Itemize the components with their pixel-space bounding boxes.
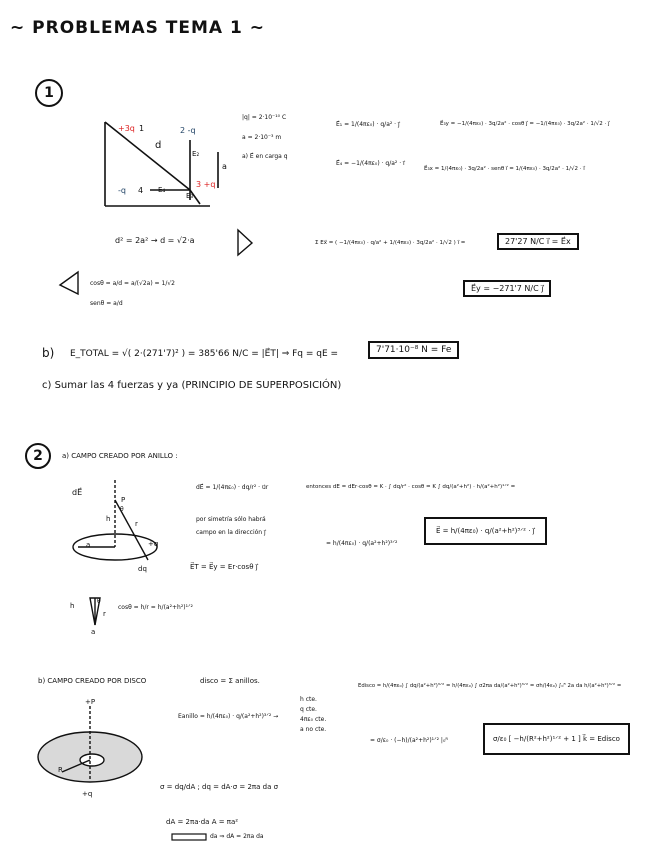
ring-p-label: P bbox=[121, 496, 126, 504]
result-ex-box bbox=[497, 233, 579, 250]
problem-1-number-text: 1 bbox=[44, 85, 54, 101]
const-q: q cte. bbox=[300, 706, 317, 713]
eq-da: dA = 2πa·da A = πa² bbox=[166, 818, 239, 826]
const-a: a no cte. bbox=[300, 726, 327, 733]
disc-field-box bbox=[483, 723, 630, 755]
problem-2-number bbox=[25, 443, 51, 469]
result-ey-box bbox=[463, 280, 551, 297]
eq-cos-ring: cosθ = h/r = h/(a²+h²)¹ᐟ² bbox=[118, 604, 193, 611]
data-question-a: a) E⃗ en carga q bbox=[242, 153, 288, 160]
ring-field-result: E⃗ = h/(4πε₀) · q/(a²+h²)³ᐟ² · j⃗ bbox=[436, 527, 535, 535]
tri-h-label: h bbox=[70, 602, 75, 610]
disc-q-label: +q bbox=[82, 790, 93, 798]
charge-1-index: 1 bbox=[139, 124, 145, 133]
page-title: ~ PROBLEMAS TEMA 1 ~ bbox=[10, 18, 265, 38]
ring-de-label: dE⃗ bbox=[72, 488, 83, 497]
eq-da-2: da ⇒ dA = 2πa da bbox=[210, 833, 264, 840]
disc-field-result: σ/ε₀ [ −h/(R²+h²)¹ᐟ² + 1 ] k⃗ = Edisco bbox=[493, 735, 620, 743]
part-b-label: b) bbox=[42, 346, 55, 360]
data-side: a = 2·10⁻³ m bbox=[242, 134, 282, 141]
eq-sum-ex: Σ Ex⃗ = ( −1/(4πε₀) · q/a² + 1/(4πε₀) · 3q/2a² · 1/√2 ) i⃗ = bbox=[315, 240, 466, 246]
result-fq: 7'71·10⁻⁸ N = Fe bbox=[376, 345, 452, 355]
result-ex: 27'27 N/C i⃗ = E⃗x bbox=[505, 237, 571, 246]
symmetry-note-1: por simetría sólo habrá bbox=[196, 516, 266, 523]
eq-de: dE⃗ = 1/(4πε₀) · dq/r² · u⃗r bbox=[196, 484, 269, 491]
eq-disc-result: = σ/ε₀ · (−h)/(a²+h²)¹ᐟ² |₀ᴿ bbox=[370, 737, 448, 744]
eq-eanillo: Eanillo = h/(4πε₀) · q/(a²+h²)³ᐟ² → bbox=[178, 713, 279, 720]
p2-disc-figure bbox=[38, 706, 142, 782]
tri-r-label: r bbox=[103, 610, 106, 618]
tri-a-label: a bbox=[91, 628, 96, 636]
eq-ring-result: = h/(4πε₀) · q/(a²+h²)³ᐟ² bbox=[326, 540, 398, 547]
eq-e4: E⃗₄ = −1/(4πε₀) · q/a² · i⃗ bbox=[336, 160, 405, 167]
ring-r-label: r bbox=[135, 520, 138, 528]
result-fq-box bbox=[368, 341, 459, 359]
e3-vector-label: E₃ bbox=[186, 192, 194, 200]
eq-e3x: E⃗₃x = 1/(4πε₀) · 3q/2a² · senθ i⃗ = 1/(4πε₀) · 3q/2a² · 1/√2 · i⃗ bbox=[424, 166, 585, 172]
charge-2-label: 2 -q bbox=[180, 126, 196, 135]
eq-e3y: E⃗₃y = −1/(4πε₀) · 3q/2a² · cosθ j⃗ = −1/(4πε₀) · 3q/2a² · 1/√2 · j⃗ bbox=[440, 121, 610, 127]
eq-sigma: σ = dq/dA ; dq = dA·σ = 2πa da σ bbox=[160, 783, 279, 791]
ring-a-label: a bbox=[86, 541, 91, 549]
disc-p-label: +P bbox=[85, 698, 96, 706]
ring-dq-label: dq bbox=[138, 565, 147, 573]
eq-edisco: Edisco = h/(4πε₀) ∫ dq/(a²+h²)³ᐟ² = h/(4πε₀) ∫ σ2πa da/(a²+h²)³ᐟ² = σh/(4ε₀) ∫₀ᴿ 2a da h/(a²+h²)³ᐟ² = bbox=[358, 683, 622, 689]
charge-4-label: -q bbox=[118, 186, 126, 195]
side-d-label: d bbox=[155, 140, 162, 151]
symmetry-note-2: campo en la dirección j⃗ bbox=[196, 529, 266, 536]
eq-d-squared: d² = 2a² → d = √2·a bbox=[115, 236, 195, 245]
ring-theta-label: θ bbox=[120, 506, 124, 513]
eq-ey: E⃗T = E⃗y = Er·cosθ j⃗ bbox=[190, 563, 258, 571]
p2-area-strip bbox=[172, 834, 206, 840]
part-2a-title: a) CAMPO CREADO POR ANILLO : bbox=[62, 452, 178, 460]
e2-vector-label: E₂ bbox=[192, 150, 200, 158]
eq-e1: E⃗₁ = 1/(4πε₀) · q/a² · j⃗ bbox=[336, 121, 400, 128]
ring-field-box bbox=[424, 517, 547, 545]
charge-1-label: +3q bbox=[118, 124, 135, 133]
charge-4-index: 4 bbox=[138, 186, 144, 195]
part-2b-title: b) CAMPO CREADO POR DISCO bbox=[38, 677, 147, 685]
disc-definition: disco = Σ anillos. bbox=[200, 677, 260, 685]
e4-vector-label: E₄ bbox=[158, 186, 166, 194]
side-a-label: a bbox=[222, 162, 227, 171]
eq-entonces: entonces dE = dEr·cosθ = K · ∫ dq/r² · cosθ = K ∫ dq/(a²+h²) · h/(a²+h²)¹ᐟ² = bbox=[306, 484, 516, 490]
eq-cos: cosθ = a/d = a/(√2a) = 1/√2 bbox=[90, 280, 175, 287]
ring-h-label: h bbox=[106, 515, 111, 523]
result-ey: E⃗y = −271'7 N/C j⃗ bbox=[471, 284, 544, 293]
part-c-text: c) Sumar las 4 fuerzas y ya (PRINCIPIO DE SUPERPOSICIÓN) bbox=[42, 380, 342, 391]
eq-sen: senθ = a/d bbox=[90, 300, 123, 307]
tri-theta-label: θ bbox=[97, 598, 101, 605]
eq-e-total: E_TOTAL = √( 2·(271'7)² ) = 385'66 N/C = |E⃗T| ⇒ Fq = qE = bbox=[70, 349, 339, 359]
ring-q-label: +q bbox=[148, 540, 159, 548]
problem-2-number-text: 2 bbox=[33, 448, 43, 464]
data-charge: |q| = 2·10⁻¹⁰ C bbox=[242, 114, 287, 121]
charge-3-label: 3 +q bbox=[196, 180, 216, 189]
disc-r-label: R bbox=[58, 766, 63, 774]
const-h: h cte. bbox=[300, 696, 317, 703]
const-eps: 4πε₀ cte. bbox=[300, 716, 327, 723]
